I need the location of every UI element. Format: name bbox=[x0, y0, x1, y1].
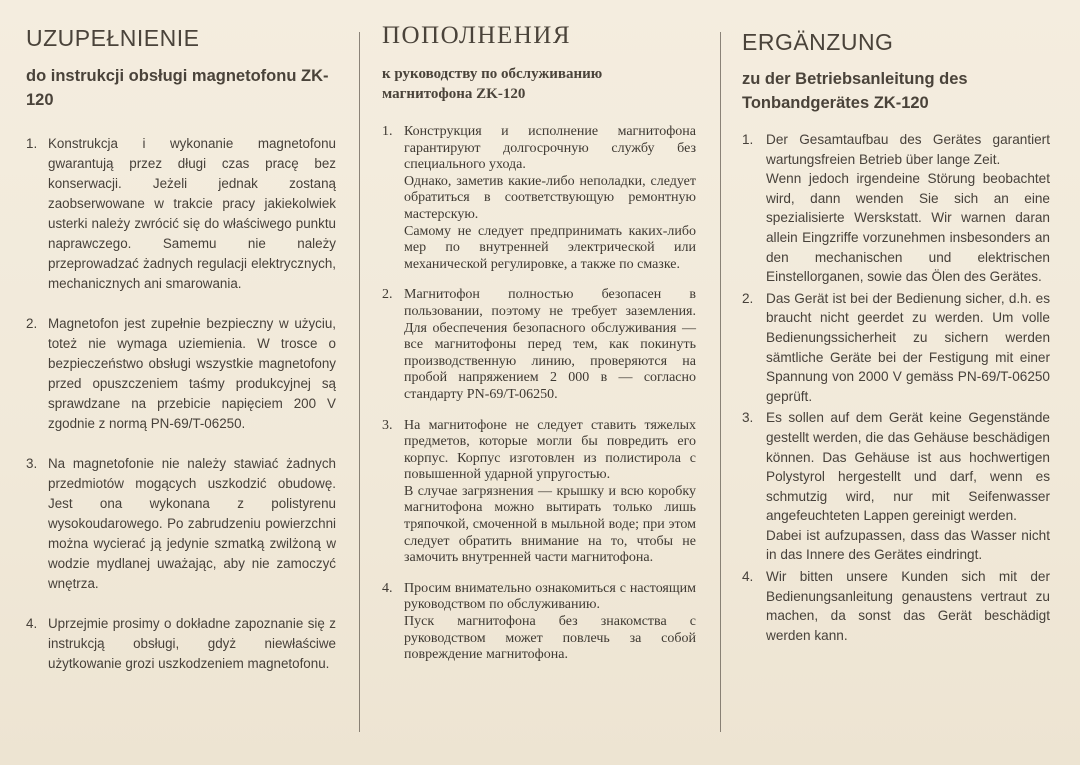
item-number: 1. bbox=[382, 124, 393, 139]
russian-list bbox=[382, 124, 696, 664]
list-item bbox=[26, 454, 336, 594]
german-list bbox=[742, 130, 1050, 645]
item-number: 1. bbox=[742, 132, 754, 147]
item-number: 2. bbox=[742, 290, 754, 306]
item-text: Uprzejmie prosimy o dokładne zapoznanie się z instrukcją obsługi, gdyż niewłaściwe użytkowanie grozi uszkodzeniem magnetofonu. bbox=[48, 616, 336, 671]
list-item bbox=[382, 287, 696, 403]
polish-subtitle: do instrukcji obsługi magnetofonu ZK-120 bbox=[26, 67, 329, 109]
item-paragraph: Der Gesamtaufbau des Gerätes garantiert wartungsfreien Betrieb über lange Zeit. bbox=[766, 132, 1050, 167]
polish-column bbox=[26, 22, 336, 694]
item-number: 4. bbox=[382, 580, 393, 596]
column-divider bbox=[720, 32, 721, 732]
item-number: 2. bbox=[382, 287, 393, 303]
item-number: 3. bbox=[382, 417, 393, 433]
german-column bbox=[742, 22, 1050, 647]
german-subtitle: zu der Betriebsanleitung des Tonbandgerätes ZK-120 bbox=[742, 70, 968, 112]
list-item bbox=[26, 134, 336, 294]
column-divider bbox=[359, 32, 360, 732]
polish-title: UZUPEŁNIENIE bbox=[26, 25, 200, 51]
list-item bbox=[742, 408, 1050, 565]
item-number: 4. bbox=[742, 569, 754, 585]
item-paragraph: Просим внимательно ознакомиться с настоящим руководством по обслуживанию. bbox=[404, 580, 696, 613]
item-number: 2. bbox=[26, 316, 38, 331]
item-paragraph: Dabei ist aufzupassen, dass das Wasser nicht in das Innere des Gerätes eindringt. bbox=[766, 527, 1050, 563]
list-item bbox=[742, 567, 1050, 645]
polish-list bbox=[26, 134, 336, 674]
item-number: 1. bbox=[26, 136, 38, 151]
item-paragraph: Пуск магнитофона без знакомства с руководством может повлечь за собой повреждение магнитофона. bbox=[404, 614, 696, 663]
list-item bbox=[26, 614, 336, 674]
german-title: ERGÄNZUNG bbox=[742, 29, 894, 55]
item-paragraph: Wenn jedoch irgendeine Störung beobachtet wird, dann wenden Sie sich an eine spezialisierte Werskstatt. Wir warnen daran allein Eingzriffe vorzunehmen insbesonders an den mechanischen und elektrischen Einstellorganen, sowie das Ölen des Gerätes. bbox=[766, 171, 1050, 285]
item-paragraph: Das Gerät ist bei der Bedienung sicher, d.h. es braucht nicht geerdet zu werden. Um volle Bedienungssicherheit zu sichern werden sämtliche Geräte bei der Festigung mit einer Spannung von 2000 V gemäss PN-69/T-06250 geprüft. bbox=[766, 290, 1050, 404]
list-item bbox=[742, 289, 1050, 407]
list-item bbox=[382, 124, 696, 273]
item-text: Magnetofon jest zupełnie bezpieczny w użyciu, toteż nie wymaga uziemienia. W trosce o bezpieczeństwo obsługi wszystkie magnetofony przed opuszczeniem taśmy produkcyjnej są sprawdzane na przebicie napięciem 200 V zgodnie z normą PN-69/T-06250. bbox=[48, 316, 336, 431]
item-paragraph: Конструкция и исполнение магнитофона гарантируют долгосрочную службу без специального ухода. bbox=[404, 124, 696, 173]
item-paragraph: На магнитофоне не следует ставить тяжелых предметов, которые могли бы повредить его корпус. Корпус изготовлен из полистирола с повышенной ударной упругостью. bbox=[404, 417, 696, 483]
item-text: Konstrukcja i wykonanie magnetofonu gwarantują przez długi czas pracę bez konserwacji. Jeżeli jednak zostaną zaobserwowane w trakcie pracy jakiekolwiek usterki należy zwrócić się do właściwego punktu naprawczego. Samemu nie należy przeprowadzać żadnych regulacji elektrycznych, mechanicznych ani smarowania. bbox=[48, 136, 336, 291]
item-paragraph: Es sollen auf dem Gerät keine Gegenstände gestellt werden, die das Gehäuse beschädigen können. Das Gehäuse ist aus hochwertigen Polystyrol hergestellt und darf, wenn es schmutzig wird, nur mit Seifenwasser angefeuchteten Lappen gereinigt werden. bbox=[766, 410, 1050, 524]
item-paragraph: Wir bitten unsere Kunden sich mit der Bedienungsanleitung genaustens vertraut zu machen, da sonst das Gerät beschädigt werden kann. bbox=[766, 569, 1050, 643]
item-number: 3. bbox=[742, 410, 754, 426]
list-item bbox=[382, 581, 696, 664]
item-paragraph: Однако, заметив какие-либо неполадки, следует обратиться в соответствующую ремонтную мастерскую. bbox=[404, 173, 696, 222]
list-item bbox=[742, 130, 1050, 287]
item-number: 4. bbox=[26, 616, 38, 631]
list-item bbox=[26, 314, 336, 434]
item-paragraph: В случае загрязнения — крышку и всю коробку магнитофона можно вытирать только лишь тряпочкой, смоченной в мыльной воде; при этом следует обратить внимание на то, чтобы не замочить внутренней части магнитофона. bbox=[404, 483, 696, 566]
russian-title: ПОПОЛНЕНИЯ bbox=[382, 22, 572, 49]
russian-subtitle: к руководству по обслуживанию магнитофона ZK-120 bbox=[382, 66, 603, 102]
russian-column bbox=[382, 22, 696, 678]
item-text: Na magnetofonie nie należy stawiać żadnych przedmiotów mogących uszkodzić obudowę. Jest ona wykonana z polistyrenu wysokoudarowego. Po zabrudzeniu powierzchni można wycierać ją jedynie szmatką zwilżoną w wodzie mydlanej uważając, aby nie zamoczyć wnętrza. bbox=[48, 456, 336, 591]
list-item bbox=[382, 418, 696, 567]
item-paragraph: Магнитофон полностью безопасен в пользовании, поэтому не требует заземления. Для обеспечения безопасного обслуживания — все магнитофоны перед тем, как покинуть производственную линию, проверяются на пробой напряжением 2 000 в — согласно стандарту PN-69/T-06250. bbox=[404, 287, 696, 402]
item-number: 3. bbox=[26, 456, 38, 471]
item-paragraph: Самому не следует предпринимать каких-либо мер по внутренней электрической или механической регулировке, а также по смазке. bbox=[404, 223, 696, 272]
